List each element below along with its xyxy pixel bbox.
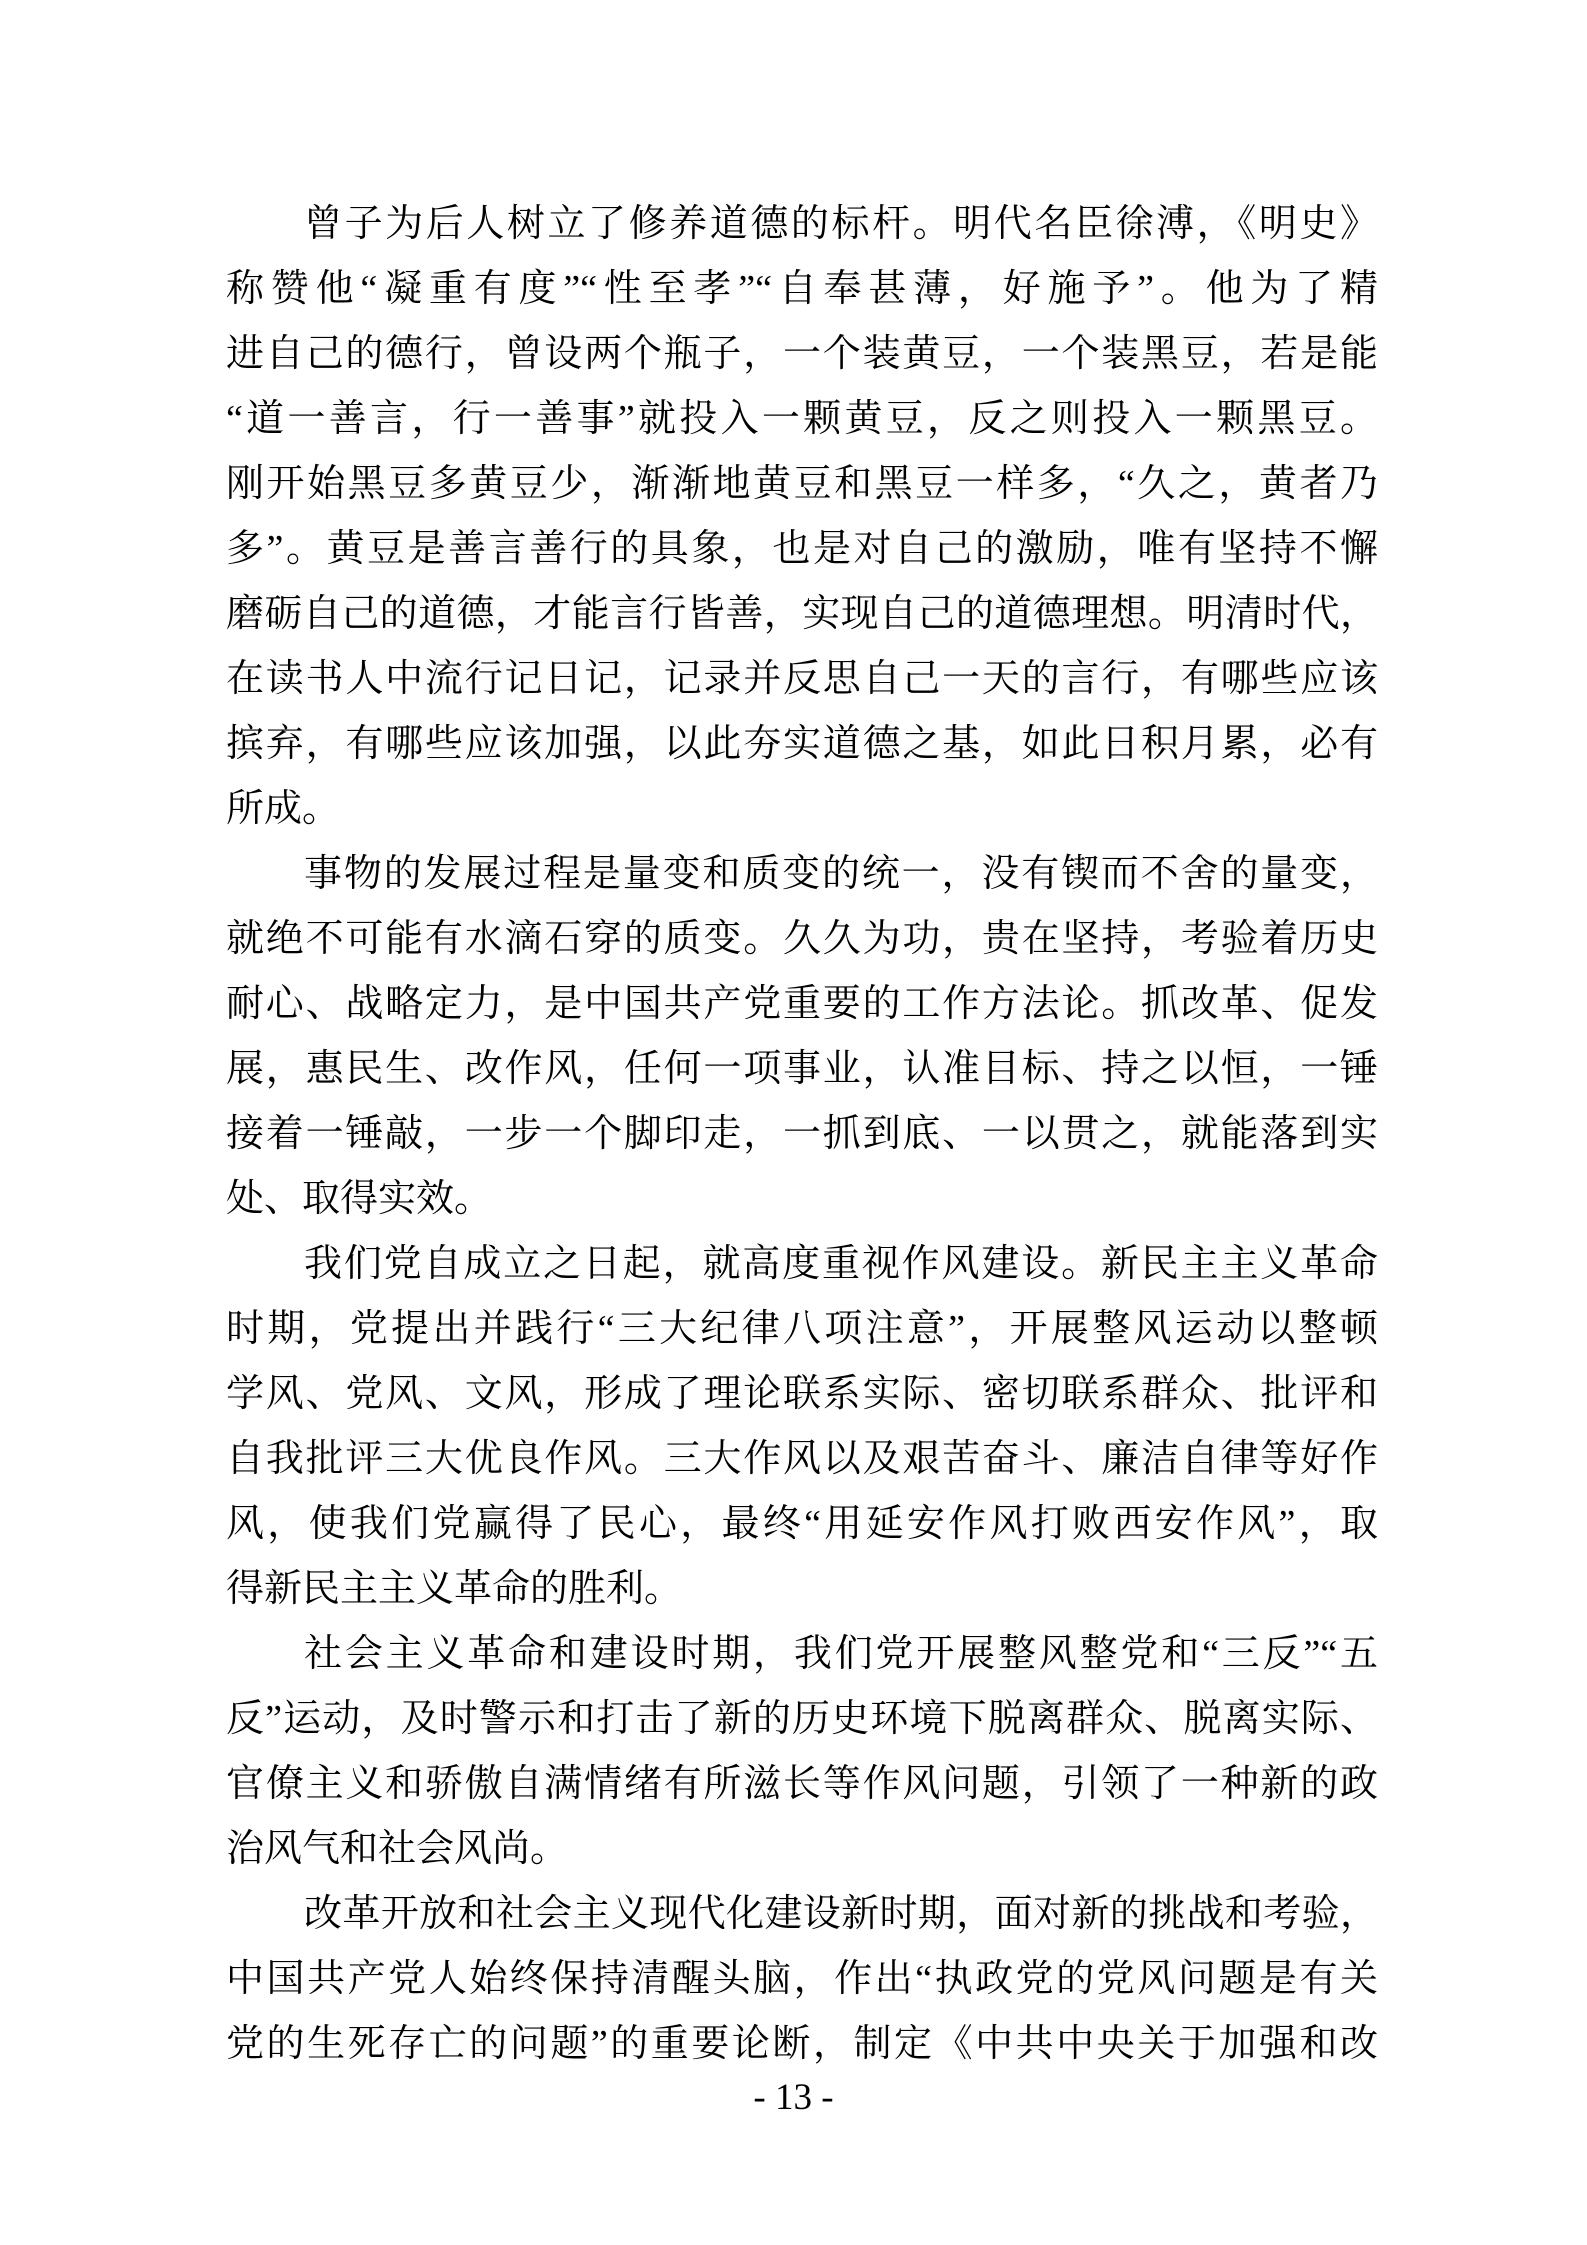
text-line: 耐心、战略定力，是中国共产党重要的工作方法论。抓改革、促发 [226,983,1378,1025]
text-line: 事物的发展过程是量变和质变的统一，没有锲而不舍的量变， [304,853,1378,895]
text-line: 在读书人中流行记日记，记录并反思自己一天的言行，有哪些应该 [226,658,1378,700]
text-line: 刚开始黑豆多黄豆少，渐渐地黄豆和黑豆一样多，“久之，黄者乃 [226,463,1378,505]
text-line: 治风气和社会风尚。 [226,1828,569,1870]
text-line: “道一善言，行一善事”就投入一颗黄豆，反之则投入一颗黑豆。 [226,398,1378,440]
text-line: 时期，党提出并践行“三大纪律八项注意”，开展整风运动以整顿 [226,1308,1378,1350]
text-line: 进自己的德行，曾设两个瓶子，一个装黄豆，一个装黑豆，若是能 [226,333,1378,375]
paragraph [226,192,1378,842]
text-line: 处、取得实效。 [226,1178,493,1220]
text-line: 改革开放和社会主义现代化建设新时期，面对新的挑战和考验， [304,1893,1378,1935]
text-line: 多”。黄豆是善言善行的具象，也是对自己的激励，唯有坚持不懈 [226,528,1378,570]
text-line: 自我批评三大优良作风。三大作风以及艰苦奋斗、廉洁自律等好作 [226,1438,1378,1480]
text-line: 磨砺自己的道德，才能言行皆善，实现自己的道德理想。明清时代， [226,593,1378,635]
text-line: 摈弃，有哪些应该加强，以此夯实道德之基，如此日积月累，必有 [226,723,1378,765]
text-line: 党的生死存亡的问题”的重要论断，制定《中共中央关于加强和改 [226,2023,1378,2065]
text-line: 中国共产党人始终保持清醒头脑，作出“执政党的党风问题是有关 [226,1958,1378,2000]
text-line: 我们党自成立之日起，就高度重视作风建设。新民主主义革命 [304,1243,1378,1285]
text-line: 学风、党风、文风，形成了理论联系实际、密切联系群众、批评和 [226,1373,1378,1415]
text-line: 得新民主主义革命的胜利。 [226,1568,683,1610]
text-line: 所成。 [226,788,341,830]
paragraph [226,1232,1378,1622]
text-block [226,192,1378,2077]
paragraph [226,1882,1378,2077]
text-line: 接着一锤敲，一步一个脚印走，一抓到底、一以贯之，就能落到实 [226,1113,1378,1155]
text-line: 反”运动，及时警示和打击了新的历史环境下脱离群众、脱离实际、 [226,1698,1378,1740]
text-line: 风，使我们党赢得了民心，最终“用延安作风打败西安作风”，取 [226,1503,1378,1545]
page-number: - 13 - [753,2077,834,2118]
paragraph [226,842,1378,1232]
text-line: 称赞他“凝重有度”“性至孝”“自奉甚薄，好施予”。他为了精 [226,268,1378,310]
text-line: 社会主义革命和建设时期，我们党开展整风整党和“三反”“五 [304,1633,1378,1675]
text-line: 就绝不可能有水滴石穿的质变。久久为功，贵在坚持，考验着历史 [226,918,1378,960]
paragraph [226,1622,1378,1882]
text-line: 曾子为后人树立了修养道德的标杆。明代名臣徐溥，《明史》 [304,203,1378,245]
text-line: 展，惠民生、改作风，任何一项事业，认准目标、持之以恒，一锤 [226,1048,1378,1090]
text-line: 官僚主义和骄傲自满情绪有所滋长等作风问题，引领了一种新的政 [226,1763,1378,1805]
